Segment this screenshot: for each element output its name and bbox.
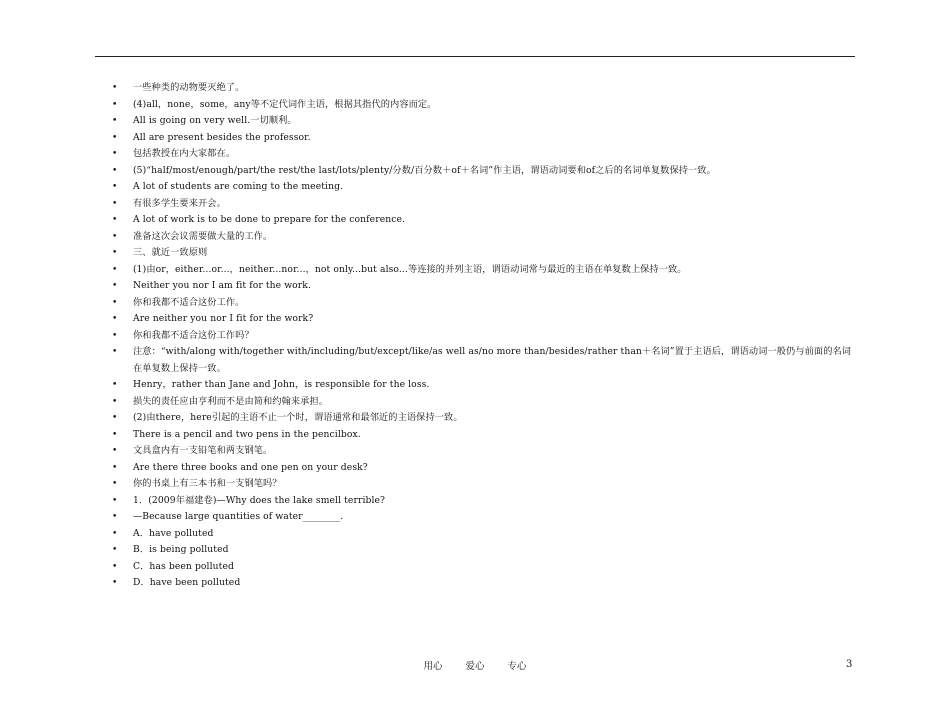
list-item: • (4)all，none，some，any等不定代词作主语，根据其指代的内容而定。 <box>112 97 858 114</box>
list-item: • (1)由or，either...or...，neither...nor...，not only...but also...等连接的并列主语，谓语动词常与最近的主语在单复数上保持一致。 <box>112 262 858 279</box>
question-stem: • —Because large quantities of water________. <box>112 509 858 526</box>
question-stem: • 1．(2009年福建卷)—Why does the lake smell terrible? <box>112 493 858 510</box>
list-item: • 准备这次会议需要做大量的工作。 <box>112 229 858 246</box>
page-number: 3 <box>846 659 853 670</box>
list-item: • 包括教授在内大家都在。 <box>112 146 858 163</box>
list-item: • 有很多学生要来开会。 <box>112 196 858 213</box>
answer-option-d: • D．have been polluted <box>112 575 858 592</box>
bullet-list <box>112 80 858 592</box>
list-item: • All is going on very well.一切顺利。 <box>112 113 858 130</box>
list-item: • Henry，rather than Jane and John，is responsible for the loss. <box>112 377 858 394</box>
list-item: • (2)由there，here引起的主语不止一个时，谓语通常和最邻近的主语保持一致。 <box>112 410 858 427</box>
list-item: • 损失的责任应由亨利而不是由简和约翰来承担。 <box>112 394 858 411</box>
footer-text: 用心 爱心 专心 <box>423 661 527 672</box>
list-item: • A lot of work is to be done to prepare for the conference. <box>112 212 858 229</box>
list-item: • 你的书桌上有三本书和一支钢笔吗？ <box>112 476 858 493</box>
section-heading: • 三、就近一致原则 <box>112 245 858 262</box>
list-item: • A lot of students are coming to the meeting. <box>112 179 858 196</box>
list-item: • There is a pencil and two pens in the pencilbox. <box>112 427 858 444</box>
answer-option-a: • A．have polluted <box>112 526 858 543</box>
list-item: • 文具盒内有一支铅笔和两支钢笔。 <box>112 443 858 460</box>
list-item: • All are present besides the professor. <box>112 130 858 147</box>
list-item: • 你和我都不适合这份工作吗？ <box>112 328 858 345</box>
list-item: • (5)“half/most/enough/part/the rest/the last/lots/plenty/分数/百分数＋of＋名词”作主语，谓语动词要和of之后的名词单复数保持一致。 <box>112 163 858 180</box>
list-item: • 你和我都不适合这份工作。 <box>112 295 858 312</box>
list-item: • Are neither you nor I fit for the work? <box>112 311 858 328</box>
list-item: • Are there three books and one pen on your desk? <box>112 460 858 477</box>
answer-option-c: • C．has been polluted <box>112 559 858 576</box>
answer-option-b: • B．is being polluted <box>112 542 858 559</box>
list-item: • 一些种类的动物要灭绝了。 <box>112 80 858 97</box>
list-item: • Neither you nor I am fit for the work. <box>112 278 858 295</box>
header-rule <box>95 56 855 57</box>
list-item: • 注意：“with/along with/together with/including/but/except/like/as well as/no more than/besides/rather than＋名词”置于主语后，谓语动词一般仍与前面的名词在单复数上保持一致。 <box>112 344 858 377</box>
